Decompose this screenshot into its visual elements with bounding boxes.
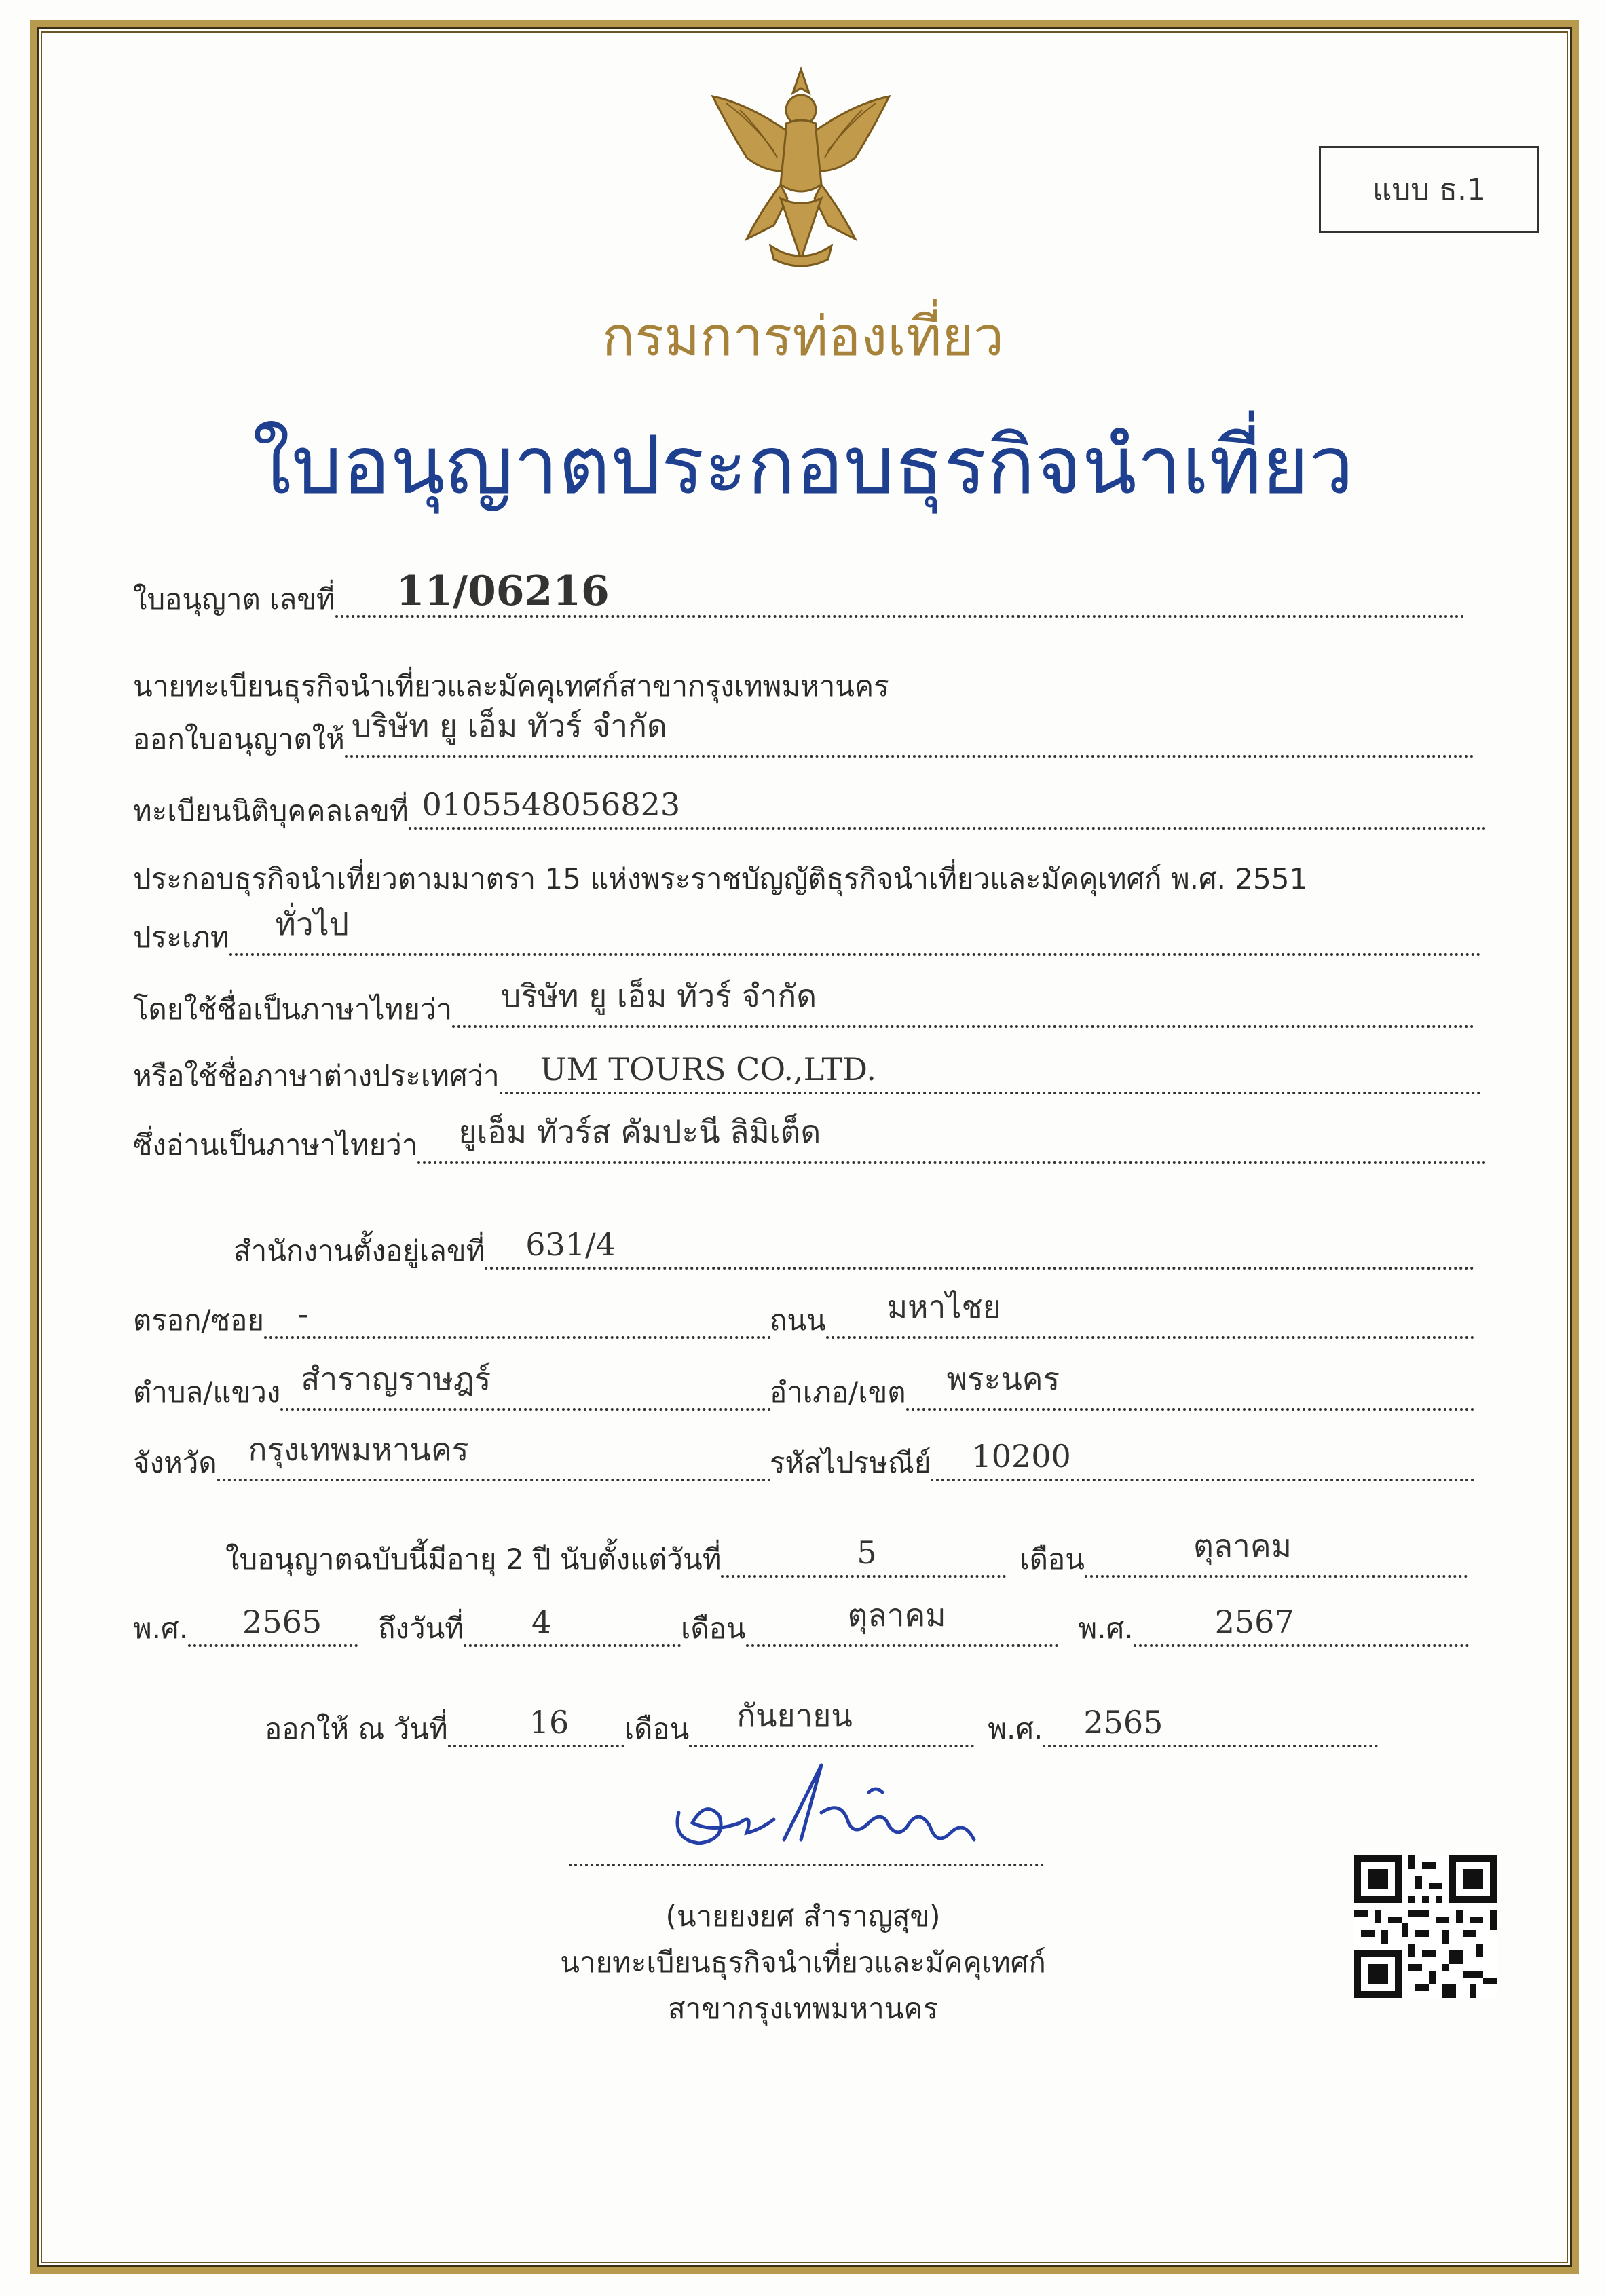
type-dots <box>229 906 1481 956</box>
validity-end-year-dots <box>1134 1597 1469 1647</box>
validity-start-day: 5 <box>857 1534 877 1571</box>
validity-end-month-label: เดือน <box>680 1612 746 1645</box>
form-code-box <box>1319 146 1539 233</box>
qr-code-icon <box>1354 1855 1497 1998</box>
postal-row <box>770 1439 1474 1487</box>
province-label: จังหวัด <box>133 1446 217 1479</box>
issued-month-dots <box>689 1697 974 1747</box>
license-label: ใบอนุญาต เลขที่ <box>133 582 335 616</box>
juristic-label: ทะเบียนนิติบุคคลเลขที่ <box>133 794 409 828</box>
district-value: พระนคร <box>946 1360 1060 1397</box>
issued-to-label: ออกใบอนุญาตให้ <box>133 722 345 756</box>
postal-value: 10200 <box>971 1438 1071 1475</box>
validity-end-be-label: พ.ศ. <box>1078 1612 1134 1645</box>
validity-end-month: ตุลาคม <box>847 1597 946 1633</box>
office-dots <box>485 1219 1474 1270</box>
type-row <box>133 906 1481 961</box>
department-name: กรมการท่องเที่ยว <box>601 305 1005 368</box>
validity-start-year-dots <box>188 1597 358 1647</box>
issued-to-value: บริษัท ยู เอ็ม ทัวร์ จำกัด <box>351 707 667 744</box>
subdistrict-label: ตำบล/แขวง <box>133 1375 281 1409</box>
province-row <box>133 1431 771 1487</box>
validity-to-label: ถึงวันที่ <box>378 1612 464 1645</box>
validity-end-day-dots <box>464 1597 681 1647</box>
issued-month-label: เดือน <box>624 1712 690 1745</box>
type-value: ทั่วไป <box>275 906 350 942</box>
issued-month: กันยายน <box>736 1697 853 1734</box>
postal-label: รหัสไปรษณีย์ <box>770 1446 931 1479</box>
issued-row <box>265 1697 1378 1753</box>
issued-to-dots <box>345 707 1474 758</box>
signature-image <box>665 1758 984 1867</box>
district-row <box>770 1360 1474 1416</box>
type-label: ประเภท <box>133 921 229 954</box>
validity-start-year: 2565 <box>242 1604 322 1640</box>
road-label: ถนน <box>770 1303 826 1337</box>
foreign-name-label: หรือใช้ชื่อภาษาต่างประเทศว่า <box>133 1059 500 1092</box>
validity-start-day-dots <box>721 1527 1006 1578</box>
subdistrict-value: สำราญราษฎร์ <box>301 1360 491 1397</box>
certificate-title: ใบอนุญาตประกอบธุรกิจนำเที่ยว <box>252 418 1354 512</box>
thai-name-row <box>133 978 1474 1033</box>
province-dots <box>217 1431 771 1481</box>
validity-end-year: 2567 <box>1214 1604 1294 1640</box>
office-label: สำนักงานตั้งอยู่เลขที่ <box>234 1234 485 1267</box>
validity-intro: ใบอนุญาตฉบับนี้มีอายุ 2 ปี นับตั้งแต่วันที่ <box>225 1542 722 1576</box>
issued-year-dots <box>1043 1697 1378 1747</box>
issued-label: ออกให้ ณ วันที่ <box>265 1712 448 1745</box>
postal-dots <box>931 1431 1474 1481</box>
province-value: กรุงเทพมหานคร <box>248 1431 469 1468</box>
form-code: แบบ ธ.1 <box>1372 172 1487 207</box>
thai-name-value: บริษัท ยู เอ็ม ทัวร์ จำกัด <box>501 978 817 1014</box>
validity-end-day: 4 <box>531 1604 552 1640</box>
registrar-line: นายทะเบียนธุรกิจนำเที่ยวและมัคคุเทศก์สาขากรุงเทพมหานคร <box>133 669 889 703</box>
district-dots <box>906 1360 1474 1411</box>
reading-dots <box>417 1113 1487 1164</box>
issued-be-label: พ.ศ. <box>988 1712 1043 1745</box>
garuda-emblem-icon <box>699 56 903 273</box>
validity-row-2 <box>133 1597 1469 1652</box>
thai-name-label: โดยใช้ชื่อเป็นภาษาไทยว่า <box>133 993 453 1026</box>
foreign-name-dots <box>500 1044 1481 1094</box>
act-line: ประกอบธุรกิจนำเที่ยวตามมาตรา 15 แห่งพระราชบัญญัติธุรกิจนำเที่ยวและมัคคุเทศก์ พ.ศ. 2551 <box>133 862 1308 895</box>
foreign-name-row <box>133 1052 1481 1100</box>
juristic-dots <box>409 779 1487 830</box>
juristic-row <box>133 788 1487 835</box>
soi-dots <box>264 1289 771 1339</box>
validity-month-label: เดือน <box>1020 1542 1085 1576</box>
validity-end-month-dots <box>746 1597 1058 1647</box>
signature-line <box>569 1864 1044 1866</box>
road-value: มหาไชย <box>886 1289 1001 1325</box>
soi-row <box>133 1297 771 1344</box>
license-number: 11/06216 <box>396 568 610 615</box>
signer-title: นายทะเบียนธุรกิจนำเที่ยวและมัคคุเทศก์ <box>560 1946 1046 1979</box>
soi-label: ตรอก/ซอย <box>133 1303 264 1337</box>
issued-day: 16 <box>529 1704 569 1741</box>
foreign-name-value: UM TOURS CO.,LTD. <box>540 1051 876 1088</box>
reading-label: ซึ่งอ่านเป็นภาษาไทยว่า <box>133 1128 418 1162</box>
subdistrict-row <box>133 1360 771 1416</box>
reading-value: ยูเอ็ม ทัวร์ส คัมปะนี ลิมิเต็ด <box>458 1113 821 1150</box>
signer-name: (นายยงยศ สำราญสุข) <box>665 1900 941 1933</box>
juristic-value: 0105548056823 <box>422 786 681 823</box>
validity-start-month: ตุลาคม <box>1193 1527 1292 1564</box>
thai-name-dots <box>452 978 1474 1028</box>
office-row <box>234 1227 1474 1275</box>
issued-year: 2565 <box>1083 1704 1163 1741</box>
issued-to-row <box>133 707 1474 763</box>
subdistrict-dots <box>280 1360 771 1411</box>
road-dots <box>826 1289 1474 1339</box>
license-dots <box>335 568 1465 618</box>
district-label: อำเภอ/เขต <box>770 1375 906 1409</box>
reading-row <box>133 1113 1487 1169</box>
validity-be-label: พ.ศ. <box>133 1612 189 1645</box>
validity-start-month-dots <box>1085 1527 1468 1578</box>
road-row <box>770 1289 1474 1344</box>
issued-day-dots <box>448 1697 624 1747</box>
soi-value: - <box>297 1295 309 1332</box>
office-value: 631/4 <box>525 1226 616 1263</box>
signer-branch: สาขากรุงเทพมหานคร <box>667 1992 939 2025</box>
license-row <box>133 568 1465 623</box>
validity-row-1 <box>225 1527 1468 1583</box>
